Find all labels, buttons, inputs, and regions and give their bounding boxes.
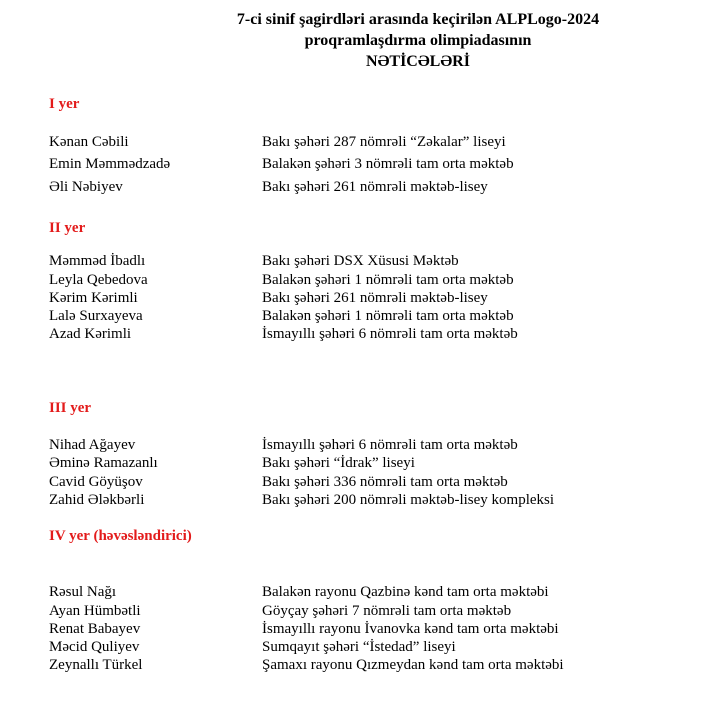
- school-name: Bakı şəhəri DSX Xüsusi Məktəb: [262, 253, 459, 269]
- school-name: Bakı şəhəri 200 nömrəli məktəb-lisey kompleksi: [262, 492, 555, 508]
- title-line-3: NƏTİCƏLƏRİ: [366, 53, 470, 70]
- student-name: Rəsul Nağı: [49, 584, 117, 600]
- student-name: Ayan Hümbətli: [49, 603, 141, 619]
- title-line-1: 7-ci sinif şagirdləri arasında keçirilən ALPLogo-2024: [236, 11, 600, 28]
- student-name: Zahid Ələkbərli: [49, 492, 145, 508]
- student-name: Məcid Quliyev: [49, 639, 140, 655]
- school-name: Balakən şəhəri 1 nömrəli tam orta məktəb: [262, 308, 514, 324]
- school-name: İsmayıllı rayonu İvanovka kənd tam orta məktəbi: [262, 621, 559, 637]
- student-name: Leyla Qebedova: [49, 272, 148, 288]
- school-name: Balakən şəhəri 3 nömrəli tam orta məktəb: [262, 156, 514, 172]
- school-name: Bakı şəhəri 336 nömrəli tam orta məktəb: [262, 474, 508, 490]
- student-name: Azad Kərimli: [49, 326, 132, 342]
- school-name: İsmayıllı şəhəri 6 nömrəli tam orta məktəb: [262, 326, 518, 342]
- school-name: Bakı şəhəri “İdrak” liseyi: [262, 455, 415, 471]
- student-name: Emin Məmmədzadə: [49, 156, 171, 172]
- student-name: Kənan Cəbili: [49, 134, 129, 150]
- student-name: Kərim Kərimli: [49, 290, 138, 306]
- student-name: Məmməd İbadlı: [49, 253, 146, 269]
- section-heading-3rd-place: III yer: [49, 400, 92, 416]
- school-name: Balakən şəhəri 1 nömrəli tam orta məktəb: [262, 272, 514, 288]
- school-name: Şamaxı rayonu Qızmeydan kənd tam orta məktəbi: [262, 657, 564, 673]
- student-name: Əminə Ramazanlı: [49, 455, 158, 471]
- section-heading-2nd-place: II yer: [49, 220, 86, 236]
- school-name: Bakı şəhəri 287 nömrəli “Zəkalar” liseyi: [262, 134, 506, 150]
- student-name: Zeynallı Türkel: [49, 657, 143, 673]
- school-name: Göyçay şəhəri 7 nömrəli tam orta məktəb: [262, 603, 512, 619]
- school-name: Bakı şəhəri 261 nömrəli məktəb-lisey: [262, 290, 488, 306]
- student-name: Əli Nəbiyev: [49, 179, 123, 195]
- section-heading-1st-place: I yer: [49, 96, 80, 112]
- title-line-2: proqramlaşdırma olimpiadasının: [304, 32, 532, 49]
- student-name: Nihad Ağayev: [49, 437, 136, 453]
- school-name: Balakən rayonu Qazbinə kənd tam orta məktəbi: [262, 584, 549, 600]
- document-title: [0, 9, 728, 72]
- student-name: Renat Babayev: [49, 621, 141, 637]
- student-name: Cavid Göyüşov: [49, 474, 143, 490]
- school-name: İsmayıllı şəhəri 6 nömrəli tam orta məktəb: [262, 437, 518, 453]
- student-name: Lalə Surxayeva: [49, 308, 143, 324]
- school-name: Sumqayıt şəhəri “İstedad” liseyi: [262, 639, 456, 655]
- section-heading-4th-place: IV yer (həvəsləndirici): [49, 528, 192, 544]
- school-name: Bakı şəhəri 261 nömrəli məktəb-lisey: [262, 179, 488, 195]
